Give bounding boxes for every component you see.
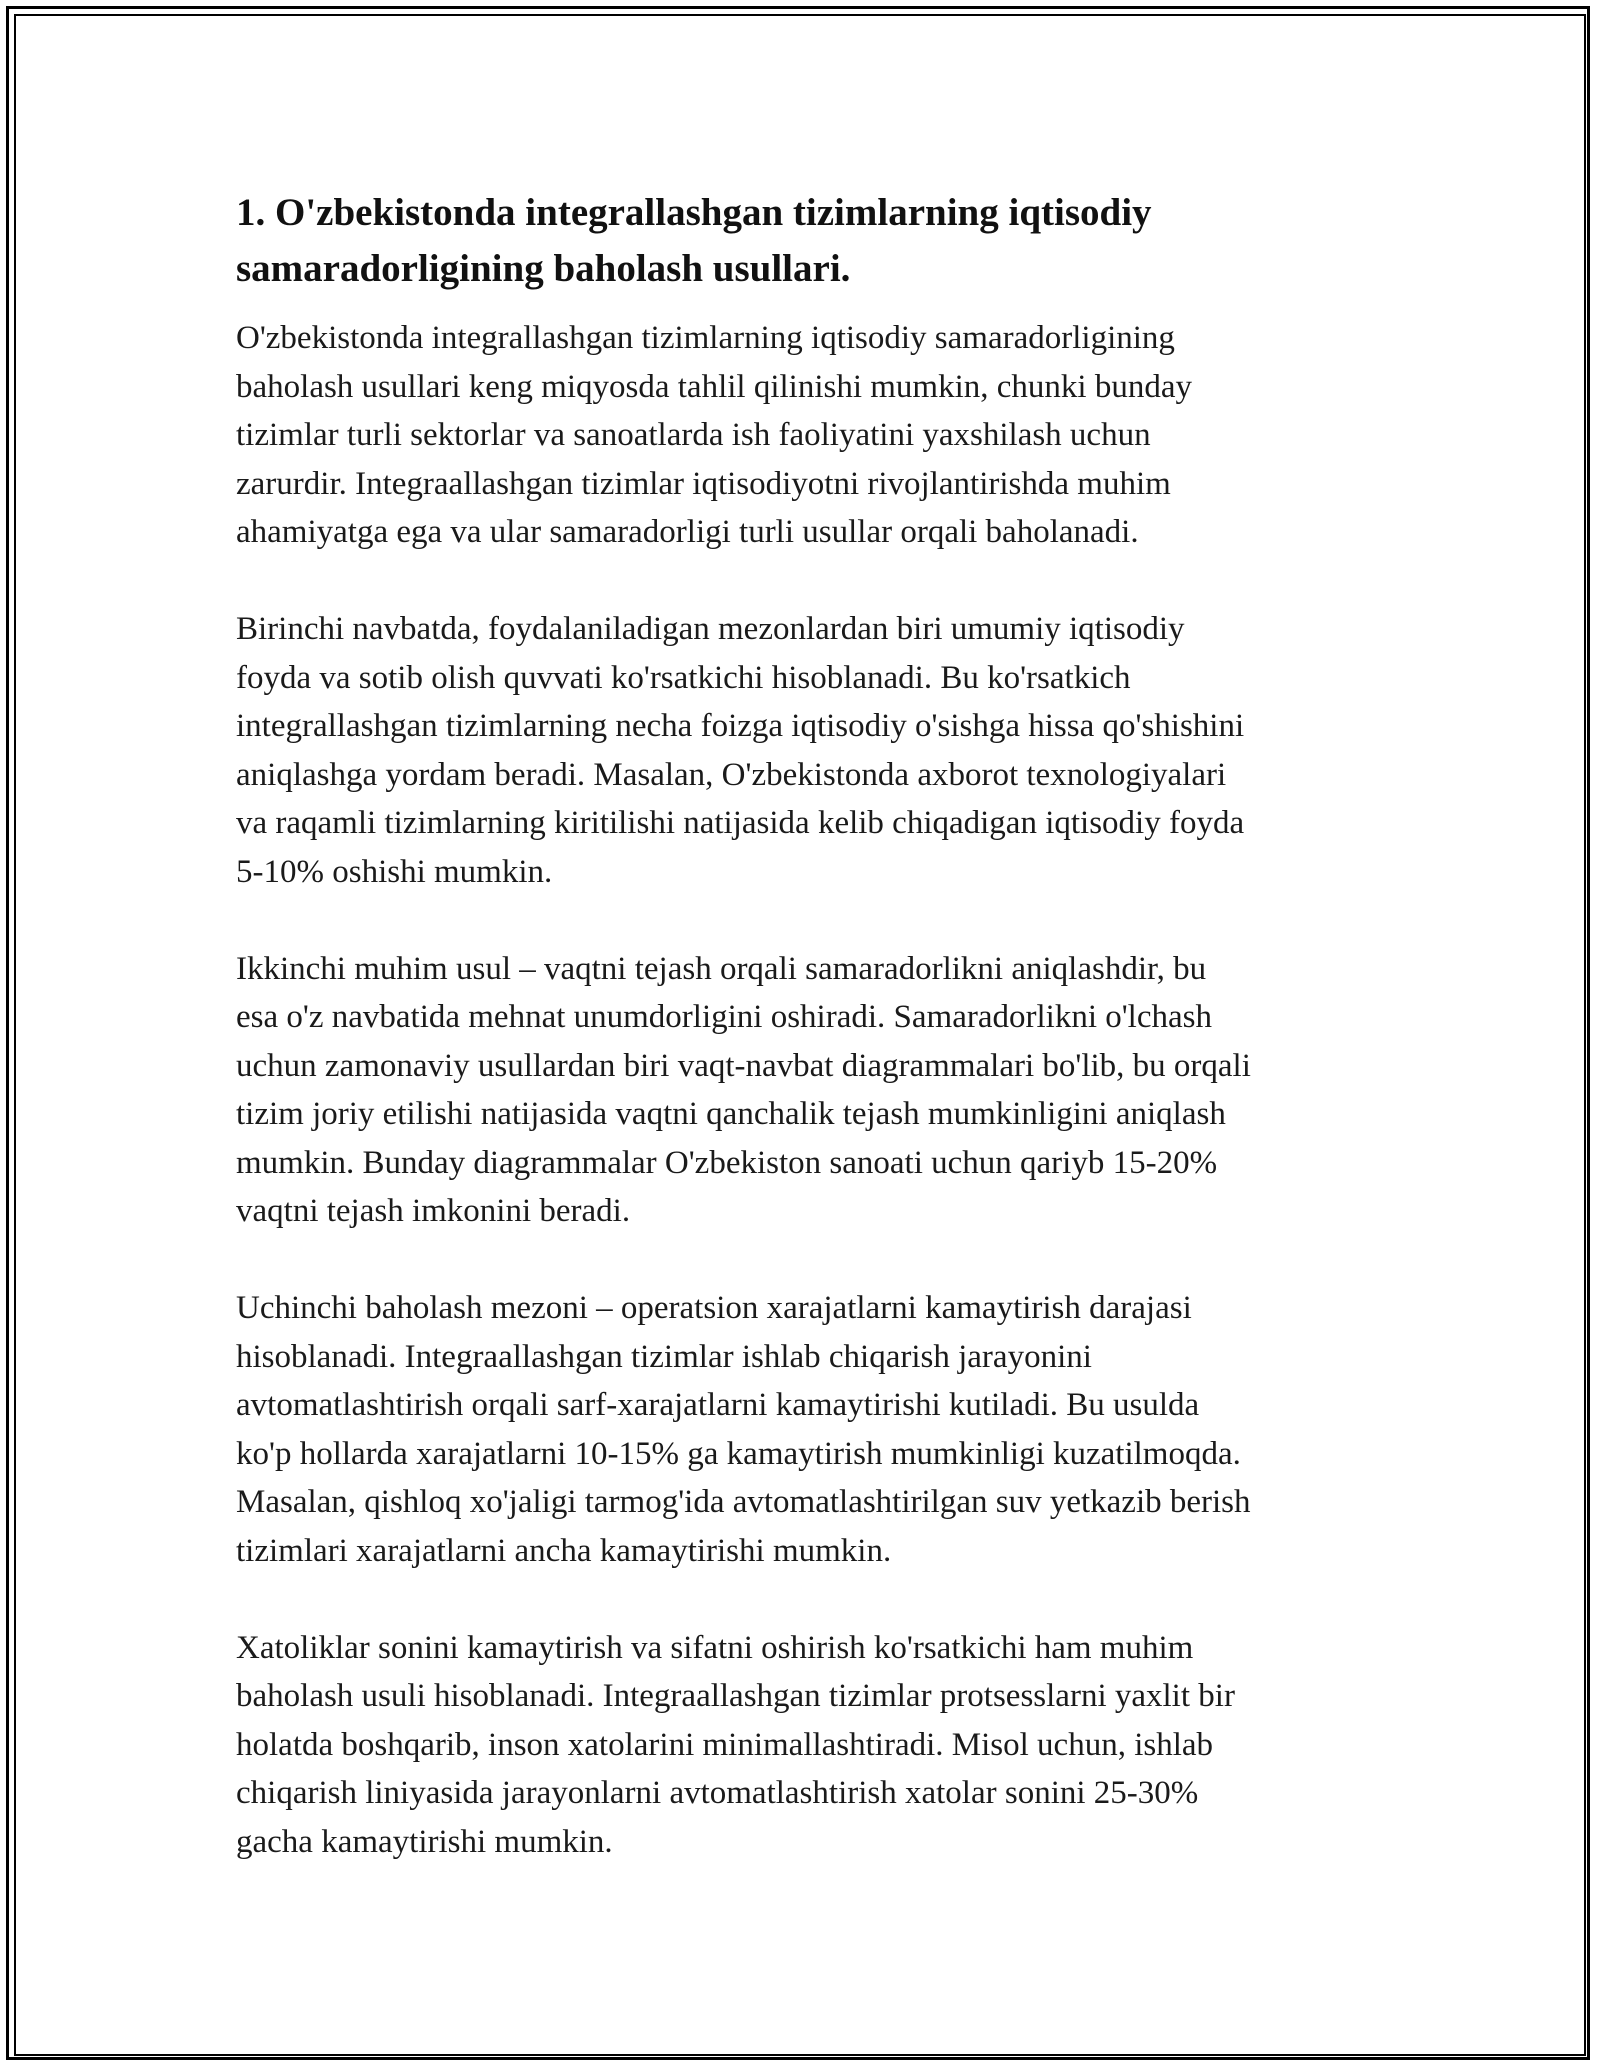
paragraph-line: baholash usullari keng miqyosda tahlil qilinishi mumkin, chunki bunday	[236, 368, 1192, 405]
paragraph-third-criterion	[236, 1284, 1366, 1575]
paragraph-line: tizim joriy etilishi natijasida vaqtni qanchalik tejash mumkinligini aniqlash	[236, 1096, 1226, 1132]
paragraph-line: O'zbekistonda integrallashgan tizimlarning iqtisodiy samaradorligining	[236, 320, 1175, 356]
paragraph-line: gacha kamaytirishi mumkin.	[236, 1823, 613, 1860]
paragraph-line: chiqarish liniyasida jarayonlarni avtomatlashtirish xatolar sonini 25-30%	[236, 1775, 1199, 1811]
paragraph-line: Birinchi navbatda, foydalaniladigan mezonlardan biri umumiy iqtisodiy	[236, 611, 1185, 647]
paragraph-line: integrallashgan tizimlarning necha foizga iqtisodiy o'sishga hissa qo'shishini	[236, 708, 1245, 744]
paragraph-line: holatda boshqarib, inson xatolarini minimallashtiradi. Misol uchun, ishlab	[236, 1726, 1214, 1763]
paragraph-line: baholash usuli hisoblanadi. Integraallashgan tizimlar protsesslarni yaxlit bir	[236, 1678, 1235, 1714]
paragraph-line: foyda va sotib olish quvvati ko'rsatkichi hisoblanadi. Bu ko'rsatkich	[236, 659, 1131, 696]
paragraph-line: avtomatlashtirish orqali sarf-xarajatlarni kamaytirishi kutiladi. Bu usulda	[236, 1387, 1200, 1423]
heading-line: samaradorligining baholash usullari.	[236, 247, 851, 290]
paragraph-line: aniqlashga yordam beradi. Masalan, O'zbekistonda axborot texnologiyalari	[236, 756, 1227, 793]
document-body	[236, 185, 1366, 1915]
paragraph-line: ko'p hollarda xarajatlarni 10-15% ga kamaytirish mumkinligi kuzatilmoqda.	[236, 1435, 1241, 1472]
paragraph-line: ahamiyatga ega va ular samaradorligi turli usullar orqali baholanadi.	[236, 514, 1139, 550]
paragraph-line: tizimlar turli sektorlar va sanoatlarda ish faoliyatini yaxshilash uchun	[236, 417, 1151, 453]
paragraph-line: uchun zamonaviy usullardan biri vaqt-navbat diagrammalari bo'lib, bu orqali	[236, 1047, 1251, 1084]
paragraph-line: 5-10% oshishi mumkin.	[236, 853, 553, 890]
paragraph-line: Ikkinchi muhim usul – vaqtni tejash orqali samaradorlikni aniqlashdir, bu	[236, 950, 1207, 987]
paragraph-second-method	[236, 945, 1366, 1236]
paragraph-error-reduction	[236, 1624, 1366, 1867]
paragraph-line: esa o'z navbatida mehnat unumdorligini oshiradi. Samaradorlikni o'lchash	[236, 999, 1212, 1035]
paragraph-first-criterion	[236, 605, 1366, 896]
heading-line: 1. O'zbekistonda integrallashgan tizimlarning iqtisodiy	[236, 191, 1152, 234]
paragraph-line: va raqamli tizimlarning kiritilishi natijasida kelib chiqadigan iqtisodiy foyda	[236, 805, 1245, 841]
paragraph-intro	[236, 314, 1366, 557]
section-heading	[236, 185, 1366, 297]
paragraph-line: zarurdir. Integraallashgan tizimlar iqtisodiyotni rivojlantirishda muhim	[236, 465, 1171, 502]
paragraph-line: Masalan, qishloq xo'jaligi tarmog'ida avtomatlashtirilgan suv yetkazib berish	[236, 1484, 1251, 1520]
paragraph-line: mumkin. Bunday diagrammalar O'zbekiston sanoati uchun qariyb 15-20%	[236, 1144, 1218, 1181]
paragraph-line: tizimlari xarajatlarni ancha kamaytirishi mumkin.	[236, 1532, 892, 1569]
paragraph-line: hisoblanadi. Integraallashgan tizimlar ishlab chiqarish jarayonini	[236, 1338, 1092, 1375]
paragraph-line: Xatoliklar sonini kamaytirish va sifatni oshirish ko'rsatkichi ham muhim	[236, 1629, 1194, 1666]
paragraph-line: vaqtni tejash imkonini beradi.	[236, 1193, 631, 1229]
paragraph-line: Uchinchi baholash mezoni – operatsion xarajatlarni kamaytirish darajasi	[236, 1290, 1192, 1326]
